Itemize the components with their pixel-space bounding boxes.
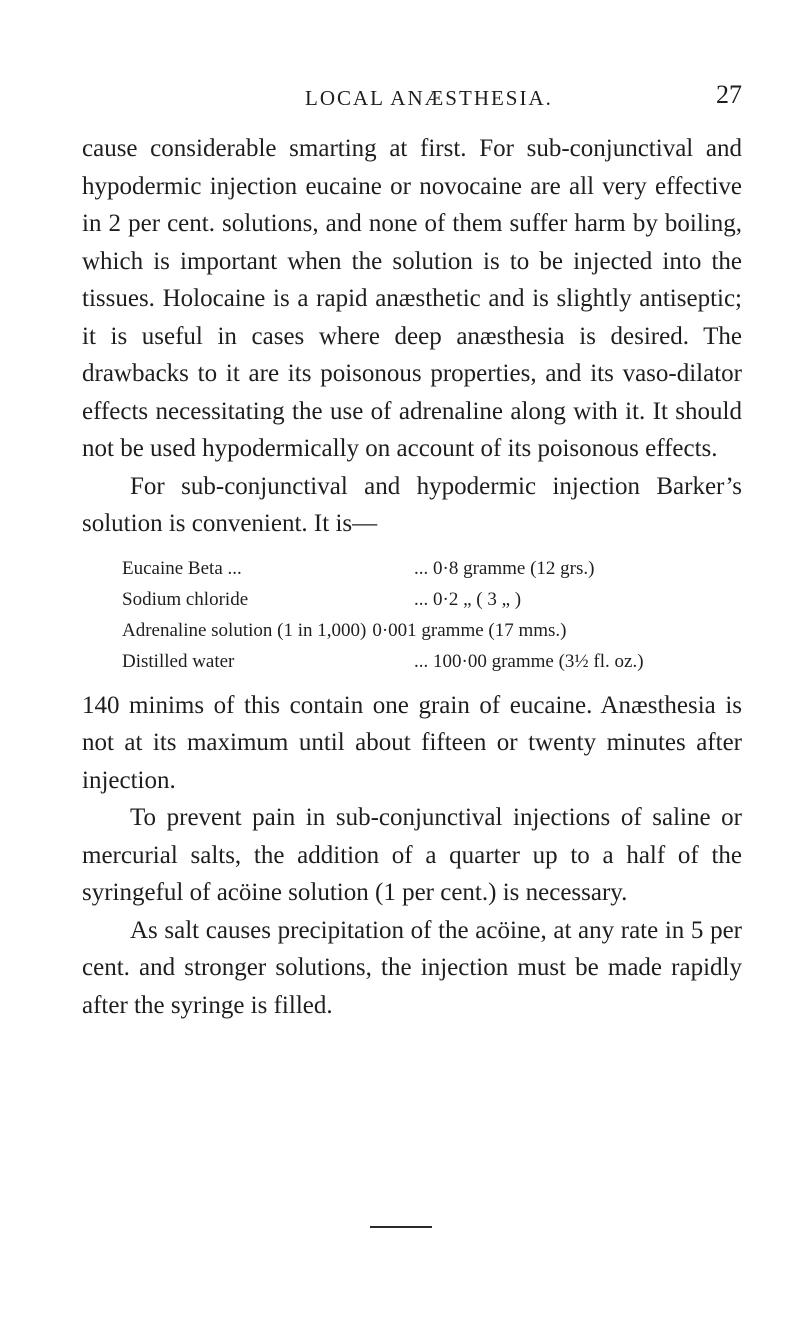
formula-row <box>122 584 742 615</box>
formula-amount: ... 100·00 gramme (3½ fl. oz.) <box>414 650 644 672</box>
formula-amount: 0·001 gramme (17 mms.) <box>372 619 567 641</box>
formula-ingredient: Eucaine Beta ... <box>122 557 242 579</box>
paragraph-3: 140 minims of this contain one grain of eucaine. Anæsthesia is not at its maximum until about fifteen or twenty minutes after injection. <box>82 691 742 794</box>
formula-amount: ... 0·2 „ ( 3 „ ) <box>414 588 522 610</box>
paragraph-1: cause considerable smarting at first. For sub-conjunctival and hypodermic injection eucaine or novocaine are all very effective in 2 per cent. solutions, and none of them suffer harm by boiling, which is important when the solution is to be injected into the tissues. Holocaine is a rapid anæsthetic and is slightly antiseptic; it is useful in cases where deep anæsthesia is desired. The drawbacks to it are its poisonous properties, and its vaso-dilator effects necessitating the use of adrenaline along with it. It should not be used hypodermically on account of its poisonous effects. <box>82 135 742 462</box>
paragraph-2: For sub-conjunctival and hypodermic injection Barker’s solution is convenient. It is— <box>82 472 742 537</box>
formula-ingredient: Adrenaline solution (1 in 1,000) <box>122 619 367 641</box>
formula-ingredient: Distilled water <box>122 650 235 672</box>
formula-table <box>122 553 742 677</box>
formula-row <box>122 615 742 646</box>
page-body <box>82 130 742 1024</box>
page-number: 27 <box>716 80 742 109</box>
running-head: LOCAL ANÆSTHESIA. <box>305 86 553 110</box>
formula-row <box>122 646 742 677</box>
end-rule <box>370 1226 432 1228</box>
page-header <box>0 80 801 116</box>
paragraph-4: To prevent pain in sub-conjunctival injections of saline or mercurial salts, the addition of a quarter up to a half of the syringeful of acöine solution (1 per cent.) is necessary. <box>82 804 742 906</box>
formula-ingredient: Sodium chloride <box>122 588 249 610</box>
formula-row <box>122 553 742 584</box>
formula-amount: ... 0·8 gramme (12 grs.) <box>414 557 595 579</box>
paragraph-5: As salt causes precipitation of the acöine, at any rate in 5 per cent. and stronger solutions, the injection must be made rapidly after the syringe is filled. <box>82 916 742 1019</box>
